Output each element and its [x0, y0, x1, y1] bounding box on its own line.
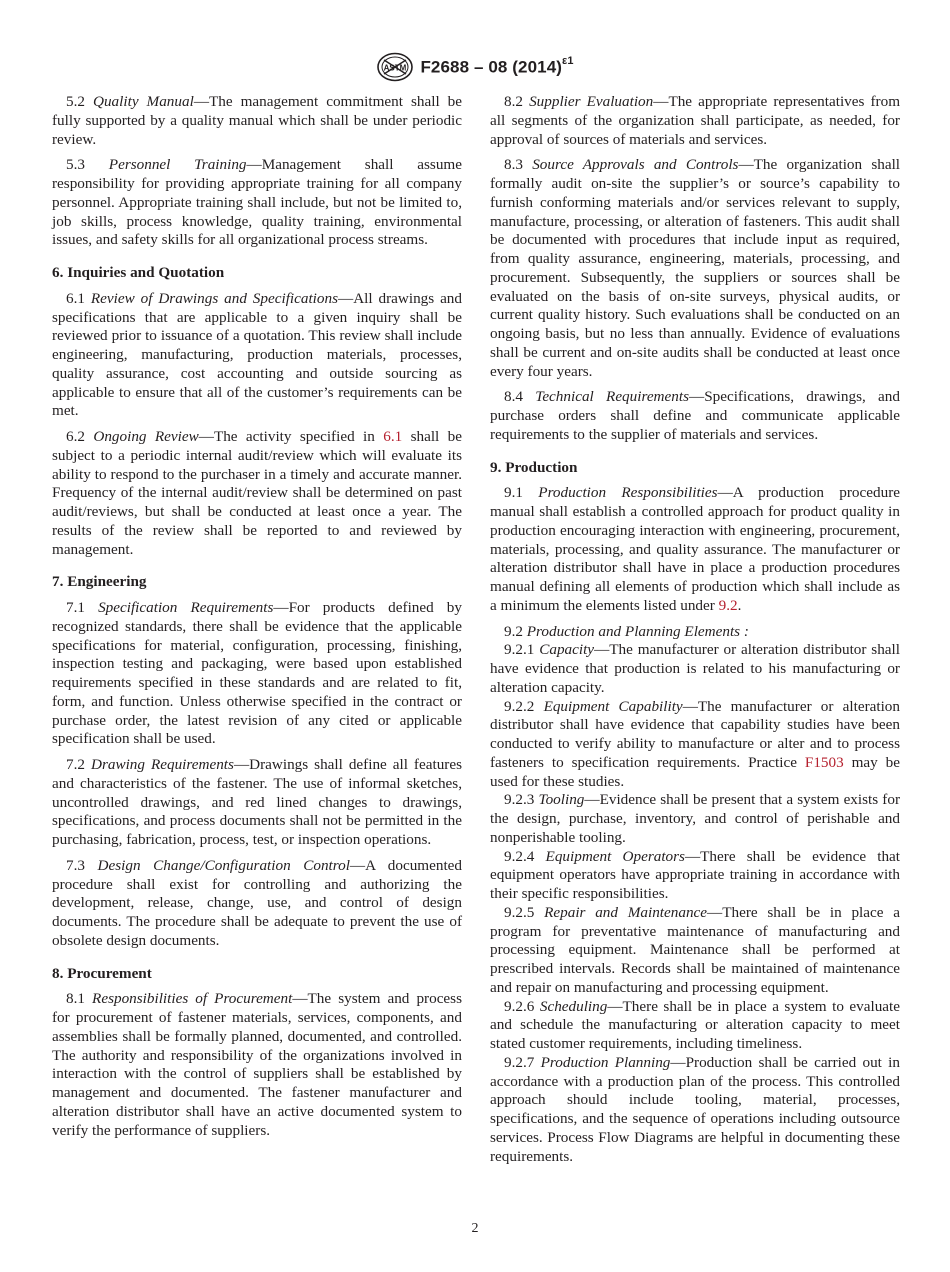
left-column: [52, 93, 462, 1147]
paragraph-8-4: 8.4 Technical Requirements—Specifications, drawings, and purchase orders shall define and communicate applicable requirements to the supplier of materials and services.: [490, 388, 900, 443]
paragraph-9-2-7: 9.2.7 Production Planning—Production shall be carried out in accordance with a production plan of the process. This controlled approach should include tooling, material, processes, specifications, and the sequence of operations including outsource services. Process Flow Diagrams are helpful in documenting these requirements.: [490, 1053, 900, 1165]
paragraph-9-1: 9.1 Production Responsibilities—A production procedure manual shall establish a controlled approach for product quality in production encouraging interaction with engineering, procurement, materials, processing, and quality assurance. The manufacturer or alteration distributor shall have in place a production procedures manual defining all elements of production which shall include as a minimum the elements listed under 9.2.: [490, 484, 900, 614]
paragraph-7-2: 7.2 Drawing Requirements—Drawings shall define all features and characteristics of the fastener. The use of informal sketches, uncontrolled drawings, and red lined changes to drawings, specifications, and process documents shall not be permitted in the purchasing, fabrication, process, test, or inspection operations.: [52, 756, 462, 848]
paragraph-6-2: 6.2 Ongoing Review—The activity specified in 6.1 shall be subject to a periodic internal audit/review which will evaluate its ability to respond to the purchaser in a timely and accurate manner. Frequency of the internal audit/review shall be determined on past audit/reviews, but shall be conducted at least once a year. The results of the review shall be reported to and reviewed by management.: [52, 428, 462, 558]
paragraph-9-2-4: 9.2.4 Equipment Operators—There shall be evidence that equipment operators have appropriate training in accordance with their specific responsibilities.: [490, 847, 901, 902]
paragraph-8-2: 8.2 Supplier Evaluation—The appropriate representatives from all segments of the organization shall participate, as needed, for approval of sources of materials and services.: [490, 93, 901, 148]
document-designation: F2688 – 08 $(2014)^{\varepsilon 1}$: [420, 54, 574, 77]
section-heading-8: 8. Procurement: [52, 964, 152, 982]
paragraph-7-1: 7.1 Specification Requirements—For products defined by recognized standards, there shall be evidence that the applicable specifications for material, configuration, processing, finishing, inspection testing and packaging, were based upon established requirements specified in these standards and are related to fit, form, and function. Unless otherwise specified in the contract or purchase order, the latest revision of any cited or applicable specification shall be used.: [52, 599, 462, 748]
paragraph-9-2-1: 9.2.1 Capacity—The manufacturer or alteration distributor shall have evidence that production is related to his manufacturing or alteration capacity.: [490, 641, 900, 696]
astm-logo-icon: [376, 52, 414, 82]
right-column: [490, 93, 900, 1166]
xref-link-f1503[interactable]: F1503: [804, 753, 844, 771]
paragraph-9-2-2: 9.2.2 Equipment Capability—The manufacturer or alteration distributor shall have evidence that capability studies have been conducted to verify ability to manufacture or alter and to process fasteners to specification requirements. Practice F1503 may be used for these studies.: [490, 697, 900, 790]
section-heading-9: 9. Production: [490, 458, 578, 476]
paragraph-6-1: 6.1 Review of Drawings and Specifications—All drawings and specifications that are applicable to a given inquiry shall be reviewed prior to issuance of a quotation. This review shall include engineering, manufacturing, production materials, processes, quality assurance, cost accounting and outside sourcing as applicable to ensure that all of the customer’s requirements can be met.: [52, 289, 462, 420]
designation-superscript: ε1: [562, 54, 574, 67]
paragraph-8-1: 8.1 Responsibilities of Procurement—The system and process for procurement of fastener materials, services, components, and assemblies shall be formally planned, documented, and controlled. The authority and responsibility of the organizations involved in interaction with the control of suppliers shall be established by management and documented. The fastener manufacturer and alteration distributor shall have an active documented system to verify the performance of suppliers.: [52, 990, 462, 1139]
paragraph-7-3: 7.3 Design Change/Configuration Control—A documented procedure shall exist for controlling and authorizing the development, release, change, use, and control of design documents. The procedure shall be adequate to prevent the use of obsolete design documents.: [52, 856, 463, 949]
section-heading-6: 6. Inquiries and Quotation: [52, 264, 225, 281]
page-number: 2: [471, 1221, 479, 1236]
paragraph-9-2: 9.2 Production and Planning Elements :: [504, 622, 749, 640]
paragraph-9-2-6: 9.2.6 Scheduling—There shall be in place a system to evaluate and schedule the manufacturing or alteration capacity to meet stated customer requirements, including timeliness.: [490, 997, 900, 1052]
paragraph-5-2: 5.2 Quality Manual—The management commitment shall be fully supported by a quality manual which shall be under periodic review.: [52, 93, 463, 148]
xref-link-6-1[interactable]: 6.1: [383, 428, 403, 445]
paragraph-9-2-3: 9.2.3 Tooling—Evidence shall be present that a system exists for the design, purchase, inventory, and control of perishable and nonperishable tooling.: [490, 791, 901, 846]
paragraph-8-3: 8.3 Source Approvals and Controls—The organization shall formally audit on-site the supplier’s or source’s capability to furnish conforming materials and/or services relevant to supply, manufacture, processing, or alteration of fasteners. This audit shall be documented with procedures that include input as required, from quality assurance, engineering, materials, processing, and procurement. Subsequently, the suppliers or sources shall be evaluated on the basis of on-site surveys, physical audits, or current quality history. Such evaluations shall be conducted on an ongoing basis, but no less than annually. Evidence of evaluations shall be current and on-site audits shall be conducted at least once every four years.: [490, 156, 901, 380]
page-header: [0, 50, 950, 84]
paragraph-5-3: 5.3 Personnel Training—Management shall assume responsibility for providing appropriate training for all company personnel. Appropriate training shall include, but not be limited to, job skills, process knowledge, quality training, environmental issues, and safety skills for all organizational process streams.: [52, 156, 462, 249]
svg-text:ASTM: ASTM: [384, 63, 407, 73]
xref-link-9-2[interactable]: 9.2: [718, 596, 738, 614]
section-heading-7: 7. Engineering: [52, 573, 147, 591]
paragraph-9-2-5: 9.2.5 Repair and Maintenance—There shall be in place a program for preventative maintenance of manufacturing and processing equipment. Maintenance shall be performed at prescribed intervals. Records shall be maintained of maintenance and repair on manufacturing and processing equipment.: [490, 903, 900, 996]
